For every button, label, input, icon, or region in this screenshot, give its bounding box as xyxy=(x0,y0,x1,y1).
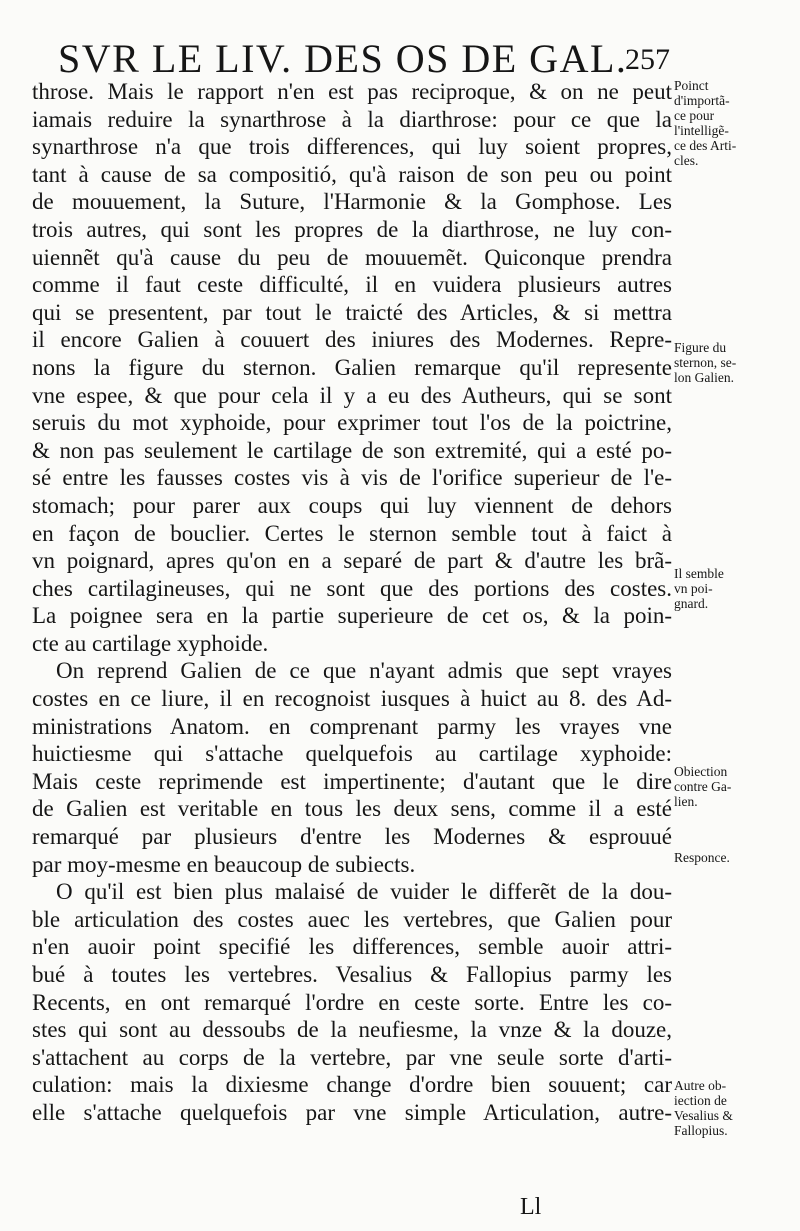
text-line: Mais ceste reprimende est impertinente; d'autant que le dire xyxy=(32,768,672,794)
margin-note-line: Fallopius. xyxy=(674,1123,728,1138)
text-line: uiennẽt qu'à cause du peu de mouuemẽt. Quiconque prendra xyxy=(32,244,672,270)
text-line: de Galien est veritable en tous les deux sens, comme il a esté xyxy=(32,796,672,822)
margin-note-line: lien. xyxy=(674,794,698,809)
text-line: ministrations Anatom. en comprenant parmy les vrayes vne xyxy=(32,713,672,739)
margin-note-objection xyxy=(674,764,794,809)
text-line: Recents, en ont remarqué l'ordre en ceste sorte. Entre les co- xyxy=(32,989,672,1015)
text-line: seruis du mot xyphoide, pour exprimer tout l'os de la poictrine, xyxy=(32,410,672,436)
paragraph-start-line: On reprend Galien de ce que n'ayant admis que sept vrayes xyxy=(56,658,672,684)
gathering-signature: Ll xyxy=(520,1194,542,1220)
margin-note-line: Obiection xyxy=(674,764,728,779)
text-line: cte au cartilage xyphoide. xyxy=(32,630,269,656)
text-line: tant à cause de sa compositió, qu'à raison de son peu ou point xyxy=(32,161,672,187)
margin-note-line: contre Ga- xyxy=(674,779,732,794)
margin-note-line: gnard. xyxy=(674,596,709,611)
margin-note-line: cles. xyxy=(674,153,699,168)
margin-note-sternon xyxy=(674,340,794,385)
margin-note-line: l'intelligẽ- xyxy=(674,123,729,138)
text-line: vn poignard, apres qu'on en a separé de part & d'autre les brã- xyxy=(32,548,672,574)
text-line: de mouuement, la Suture, l'Harmonie & la Gomphose. Les xyxy=(32,189,672,215)
margin-note-line: ce pour xyxy=(674,108,715,123)
text-line: & non pas seulement le cartilage de son extremité, qui a esté po- xyxy=(32,437,672,463)
text-line: synarthrose n'a que trois differences, qui luy soient propres, xyxy=(32,134,672,160)
text-line: culation: mais la dixiesme change d'ordre bien souuent; car xyxy=(32,1072,672,1098)
text-line: La poignee sera en la partie superieure de cet os, & la poin- xyxy=(32,603,672,629)
margin-note-response xyxy=(674,850,794,865)
text-line: elle s'attache quelquefois par vne simple Articulation, autre- xyxy=(32,1099,672,1125)
text-line: remarqué par plusieurs d'entre les Modernes & esprouué xyxy=(32,824,672,850)
text-line: en façon de bouclier. Certes le sternon semble tout à faict à xyxy=(32,520,672,546)
text-line: vne espee, & que pour cela il y a eu des Autheurs, qui se sont xyxy=(32,382,672,408)
text-line: ches cartilagineuses, qui ne sont que des portions des costes. xyxy=(32,575,672,601)
margin-note-line: vn poi- xyxy=(674,581,713,596)
text-line: costes en ce liure, il en recognoist iusques à huict au 8. des Ad- xyxy=(32,686,672,712)
text-line: s'attachent au corps de la vertebre, par vne seule sorte d'arti- xyxy=(32,1044,672,1070)
margin-note-line: lon Galien. xyxy=(674,370,734,385)
text-line: throse. Mais le rapport n'en est pas reciproque, & on ne peut xyxy=(32,79,672,104)
text-line: n'en auoir point specifié les differences, semble auoir attri- xyxy=(32,934,672,960)
margin-note-line: Figure du xyxy=(674,340,727,355)
text-line: comme il faut ceste difficulté, il en vuidera plusieurs autres xyxy=(32,272,672,298)
margin-note-line: d'importã- xyxy=(674,93,730,108)
text-line: nons la figure du sternon. Galien remarque qu'il represente xyxy=(32,354,672,380)
page-number: 257 xyxy=(625,43,670,76)
margin-note-line: Vesalius & xyxy=(674,1108,733,1123)
margin-note-line: Poinct xyxy=(674,78,709,93)
margin-note-line: iection de xyxy=(674,1093,727,1108)
text-line: stes qui sont au dessoubs de la neufiesme, la vnze & la douze, xyxy=(32,1017,672,1043)
margin-note-poignard xyxy=(674,566,794,611)
text-line: trois autres, qui sont les propres de la diarthrose, ne luy con- xyxy=(32,216,672,242)
margin-note-line: Il semble xyxy=(674,566,724,581)
text-line: stomach; pour parer aux coups qui luy viennent de dehors xyxy=(32,492,672,518)
margin-note-line: ce des Arti- xyxy=(674,138,737,153)
text-line: ble articulation des costes auec les vertebres, que Galien pour xyxy=(32,906,672,932)
margin-note-line: sternon, se- xyxy=(674,355,737,370)
text-line: huictiesme qui s'attache quelquefois au cartilage xyphoide: xyxy=(32,741,672,767)
text-line: sé entre les fausses costes vis à vis de l'orifice superieur de l'e- xyxy=(32,465,672,491)
margin-note-line: Responce. xyxy=(674,850,730,865)
main-text-column xyxy=(32,78,672,1127)
running-head xyxy=(58,34,670,84)
text-line: par moy-mesme en beaucoup de subiects. xyxy=(32,851,416,877)
margin-note-other-objection xyxy=(674,1078,794,1138)
text-line: qui se presentent, par tout le traicté des Articles, & si mettra xyxy=(32,299,672,325)
running-title: SVR LE LIV. DES OS DE GAL. xyxy=(58,36,628,81)
text-line: il encore Galien à couuert des iniures des Modernes. Repre- xyxy=(32,327,672,353)
paragraph-start-line: O qu'il est bien plus malaisé de vuider le differẽt de la dou- xyxy=(56,879,672,905)
text-line: bué à toutes les vertebres. Vesalius & Fallopius parmy les xyxy=(32,962,672,987)
margin-note-line: Autre ob- xyxy=(674,1078,727,1093)
text-line: iamais reduire la synarthrose à la diarthrose: pour ce que la xyxy=(32,106,672,132)
margin-note-importance xyxy=(674,78,794,168)
